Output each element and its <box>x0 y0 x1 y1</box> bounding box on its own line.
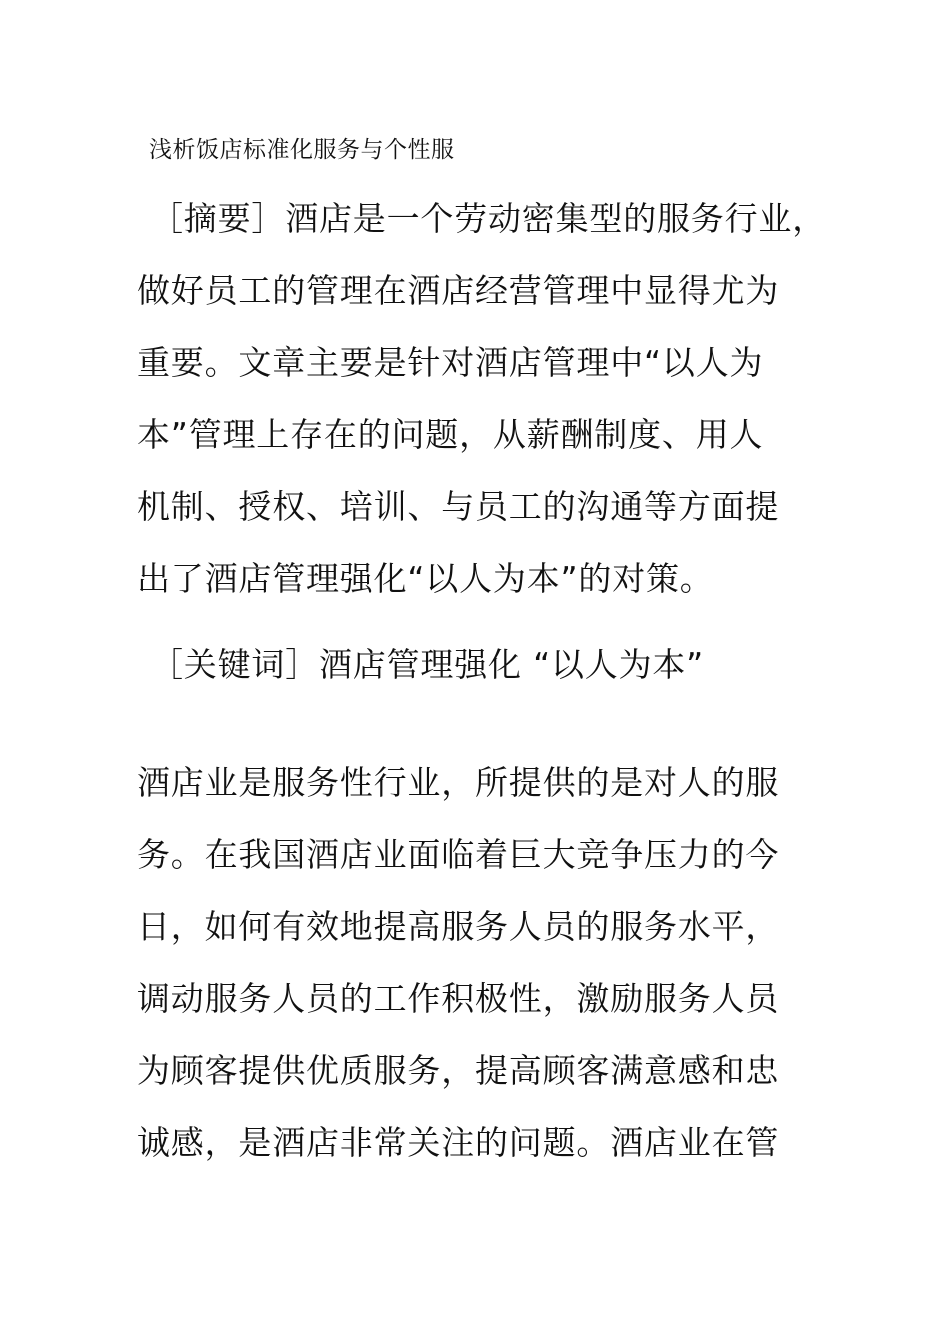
keywords-line: ［关键词］酒店管理强化 “以人为本” <box>150 645 705 684</box>
body-line: 务。在我国酒店业面临着巨大竞争压力的今 <box>137 835 780 874</box>
document-title: 浅析饭店标准化服务与个性服 <box>149 137 455 163</box>
abstract-line: 做好员工的管理在酒店经营管理中显得尤为 <box>137 271 780 310</box>
abstract-paragraph <box>137 183 826 615</box>
body-line: 诚感，是酒店非常关注的问题。酒店业在管 <box>137 1123 780 1162</box>
body-line: 调动服务人员的工作积极性，激励服务人员 <box>137 979 780 1018</box>
body-paragraph <box>137 747 817 1179</box>
abstract-line: ［摘要］酒店是一个劳动密集型的服务行业， <box>150 199 826 238</box>
keywords-paragraph <box>137 629 817 701</box>
body-line: 为顾客提供优质服务，提高顾客满意感和忠 <box>137 1051 780 1090</box>
abstract-line: 重要。文章主要是针对酒店管理中“以人为 <box>137 343 764 382</box>
body-line: 酒店业是服务性行业，所提供的是对人的服 <box>137 763 780 802</box>
abstract-line: 出了酒店管理强化“以人为本”的对策。 <box>137 559 714 598</box>
abstract-line: 机制、授权、培训、与员工的沟通等方面提 <box>137 487 780 526</box>
body-line: 日，如何有效地提高服务人员的服务水平， <box>137 907 780 946</box>
abstract-line: 本”管理上存在的问题，从薪酬制度、用人 <box>137 415 764 454</box>
